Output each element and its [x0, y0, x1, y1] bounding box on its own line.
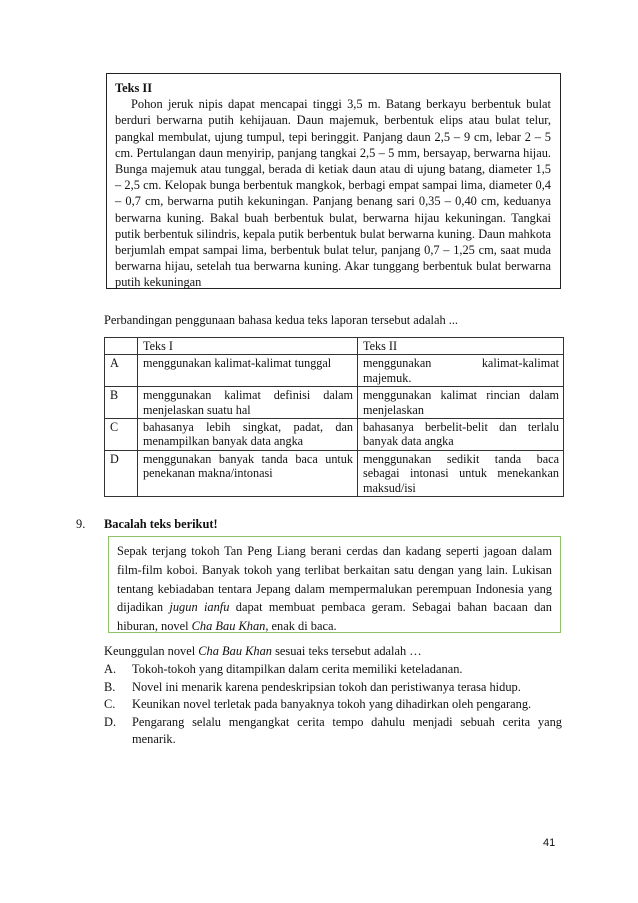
passage-italic-term: jugun ianfu: [169, 600, 230, 615]
question-9-number: 9.: [76, 517, 86, 531]
table-header-teks2: Teks II: [358, 338, 564, 355]
row-letter: D: [105, 450, 138, 496]
passage-text-1: Sepak terjang tokoh Tan Peng Liang berani cerdas dan kadang seperti jagoan dalam film-film koboi. Banyak tokoh yang terlibat berkaitan satu dengan yang lain. Lukisan tentang kebiadaban tentara Jepang dalam mempermalukan perempuan Indonesia yang dijadikan: [117, 544, 552, 615]
table-row: [105, 450, 564, 496]
row-letter: A: [105, 355, 138, 387]
row-teks1: menggunakan kalimat definisi dalam menjelaskan suatu hal: [138, 387, 358, 419]
row-letter: C: [105, 419, 138, 451]
option-letter: A.: [104, 662, 117, 676]
comparison-table: [104, 337, 564, 497]
option-letter: C.: [104, 697, 116, 712]
question-9-pre: Keunggulan novel: [104, 644, 199, 658]
answer-option-b[interactable]: [104, 679, 562, 697]
table-header-teks1: Teks I: [138, 338, 358, 355]
row-teks2: menggunakan sedikit tanda baca sebagai intonasi untuk menekankan maksud/isi: [358, 450, 564, 496]
passage-novel-title: Cha Bau Khan: [191, 619, 266, 634]
teks-2-body: Pohon jeruk nipis dapat mencapai tinggi 3,5 m. Batang berkayu berbentuk bulat berduri berwarna putih kehijauan. Daun majemuk, berbentuk elips atau bulat telur, pangkal membulat, ujung tumpul, tepi beringgit. Panjang daun 2,5 – 9 cm, lebar 2 – 5 cm. Pertulangan daun menyirip, panjang tangkai 2,5 – 5 mm, bersayap, berwarna hijau. Bunga majemuk atau tunggal, berada di ketiak daun atau di ujung batang, diameter 1,5 – 2,5 cm. Kelopak bunga berbentuk mangkok, berbagi empat sampai lima, diameter 0,4 – 0,7 cm, berwarna putih kekuningan. Panjang benang sari 0,35 – 0,40 cm, keduanya berwarna kuning. Bakal buah berbentuk bulat, berwarna hijau kekuningan. Tangkai putik berbentuk silindris, kepala putik berbentuk bulat berwarna kuning. Daun mahkota berjumlah empat sampai lima, berbentuk bulat telur, panjang 0,7 – 1,25 cm, saat muda berwarna hijau, setelah tua berwarna kuning. Akar tunggang berbentuk bulat berwarna putih kekuningan: [115, 97, 551, 290]
row-teks1: bahasanya lebih singkat, padat, dan menampilkan banyak data angka: [138, 419, 358, 451]
teks-2-title: Teks II: [115, 81, 153, 95]
teks-2-box: [106, 73, 561, 289]
row-teks1: menggunakan kalimat-kalimat tunggal: [138, 355, 358, 387]
question-9-text: [104, 644, 422, 659]
table-row: [105, 355, 564, 387]
option-letter: D.: [104, 714, 117, 729]
novel-passage-box: [108, 536, 561, 633]
answer-option-c[interactable]: [104, 696, 562, 714]
page-number: 41: [543, 837, 556, 849]
passage-text-2: dapat membuat pembaca geram. Sebagai bahan bacaan dan hiburan, novel: [117, 600, 552, 634]
novel-passage: [117, 542, 552, 636]
answer-option-a[interactable]: [104, 661, 562, 679]
row-teks2: menggunakan kalimat rincian dalam menjelaskan: [358, 387, 564, 419]
passage-text-3: , enak di baca.: [265, 619, 337, 634]
question-8-text: Perbandingan penggunaan bahasa kedua teks laporan tersebut adalah ...: [104, 313, 459, 327]
answer-option-d[interactable]: [104, 714, 562, 749]
table-row: [105, 387, 564, 419]
row-letter: B: [105, 387, 138, 419]
question-9-post: sesuai teks tersebut adalah …: [271, 644, 422, 658]
option-text: Keunikan novel terletak pada banyaknya tokoh yang dihadirkan oleh pengarang.: [132, 697, 532, 712]
question-9-instruction: Bacalah teks berikut!: [104, 517, 218, 531]
question-9-novel-title: Cha Bau Khan: [198, 644, 272, 658]
option-letter: B.: [104, 679, 116, 694]
row-teks1: menggunakan banyak tanda baca untuk penekanan makna/intonasi: [138, 450, 358, 496]
option-text: Pengarang selalu mengangkat cerita tempo dahulu menjadi sebuah cerita yang menarik.: [132, 714, 562, 747]
row-teks2: bahasanya berbelit-belit dan terlalu banyak data angka: [358, 419, 564, 451]
table-row: [105, 419, 564, 451]
option-text: Tokoh-tokoh yang ditampilkan dalam cerita memiliki keteladanan.: [132, 662, 463, 676]
row-teks2: menggunakan kalimat-kalimat majemuk.: [358, 355, 564, 387]
table-header-row: [105, 338, 564, 355]
answer-options: [104, 661, 562, 749]
option-text: Novel ini menarik karena pendeskripsian tokoh dan peristiwanya terasa hidup.: [132, 679, 521, 694]
table-header-blank: [105, 338, 138, 355]
